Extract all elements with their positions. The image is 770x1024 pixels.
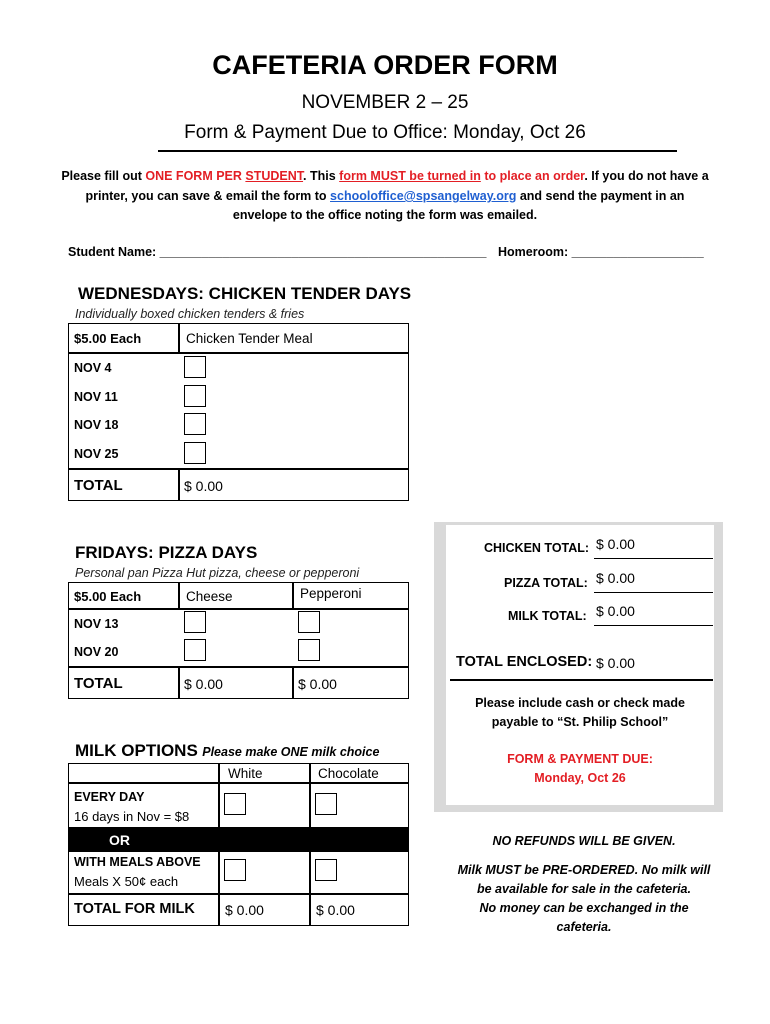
cheese-quantity-box[interactable] [184, 611, 206, 633]
total-enclosed-label: TOTAL ENCLOSED: [456, 654, 593, 670]
summary-due-line-1: FORM & PAYMENT DUE: [507, 752, 653, 766]
pizza-total-label: PIZZA TOTAL: [504, 576, 588, 590]
cheese-quantity-box[interactable] [184, 639, 206, 661]
student-name-field[interactable]: Student Name: _______________________________________________ [68, 245, 487, 259]
col-divider [292, 582, 294, 609]
pepperoni-column-header: Pepperoni [300, 586, 362, 601]
wednesday-table [68, 323, 409, 501]
col-divider [178, 323, 180, 353]
intro-line-2 [0, 189, 770, 203]
milk-white-total[interactable]: $ 0.00 [225, 902, 264, 918]
milk-total-summary-value[interactable]: $ 0.00 [596, 603, 635, 619]
col-divider [178, 468, 180, 501]
intro-line-3: envelope to the office noting the form was emailed. [232, 208, 538, 222]
payable-line-2: payable to “St. Philip School” [491, 715, 669, 729]
wednesday-total-value[interactable]: $ 0.00 [184, 478, 223, 494]
white-column-header: White [228, 766, 263, 781]
every-day-chocolate-box[interactable] [315, 793, 337, 815]
or-label: OR [109, 832, 130, 848]
total-enclosed-underline [450, 679, 713, 681]
milk-note-line-3: No money can be exchanged in the [479, 901, 689, 915]
pepperoni-total-value[interactable]: $ 0.00 [298, 676, 337, 692]
row-divider [68, 666, 409, 668]
col-divider [309, 763, 311, 827]
intro-line-1 [0, 169, 770, 183]
row-divider [68, 468, 409, 470]
chicken-total-value[interactable]: $ 0.00 [596, 536, 635, 552]
chicken-quantity-box[interactable] [184, 356, 206, 378]
milk-note-line-2: be available for sale in the cafeteria. [477, 882, 691, 896]
milk-total-label: TOTAL FOR MILK [74, 901, 195, 917]
chicken-total-underline [594, 558, 713, 559]
date-label: NOV 13 [74, 617, 119, 631]
col-divider [218, 852, 220, 926]
date-label: NOV 4 [74, 361, 112, 375]
pizza-total-value[interactable]: $ 0.00 [596, 570, 635, 586]
date-label: NOV 20 [74, 645, 119, 659]
wednesday-total-label: TOTAL [74, 477, 123, 494]
wednesday-item: Chicken Tender Meal [186, 331, 313, 346]
col-divider [292, 666, 294, 699]
every-day-sub: 16 days in Nov = $8 [74, 809, 190, 824]
col-divider [178, 582, 180, 609]
form-title: CAFETERIA ORDER FORM [212, 50, 558, 80]
milk-subtitle: Please make ONE milk choice [202, 745, 380, 759]
col-divider [178, 666, 180, 699]
date-label: NOV 11 [74, 390, 118, 404]
total-enclosed-value[interactable]: $ 0.00 [596, 655, 635, 671]
friday-subtitle: Personal pan Pizza Hut pizza, cheese or pepperoni [75, 566, 360, 580]
row-divider [68, 352, 409, 354]
cheese-column-header: Cheese [186, 589, 233, 604]
milk-heading [75, 741, 379, 761]
chicken-quantity-box[interactable] [184, 385, 206, 407]
every-day-label: EVERY DAY [74, 790, 145, 804]
friday-price: $5.00 Each [74, 589, 142, 604]
no-refunds-note: NO REFUNDS WILL BE GIVEN. [492, 834, 676, 848]
with-meals-label: WITH MEALS ABOVE [74, 855, 201, 869]
intro-emph-underlined: form MUST be turned in [339, 169, 481, 183]
cheese-total-value[interactable]: $ 0.00 [184, 676, 223, 692]
milk-total-summary-label: MILK TOTAL: [508, 609, 587, 623]
friday-title: FRIDAYS: PIZZA DAYS [75, 543, 258, 562]
row-divider [68, 782, 409, 784]
pepperoni-quantity-box[interactable] [298, 639, 320, 661]
milk-chocolate-total[interactable]: $ 0.00 [316, 902, 355, 918]
col-divider [309, 852, 311, 926]
header-underline [158, 150, 677, 152]
intro-emph: to place an order [480, 169, 585, 183]
payable-line-1: Please include cash or check made [475, 696, 685, 710]
homeroom-field[interactable]: Homeroom: ___________________ [498, 245, 704, 259]
chicken-total-label: CHICKEN TOTAL: [484, 541, 590, 555]
intro-emph: ONE FORM PER [145, 169, 246, 183]
chicken-quantity-box[interactable] [184, 442, 206, 464]
intro-text: . This [303, 169, 340, 183]
intro-emph-underlined: STUDENT [245, 169, 304, 183]
milk-title: MILK OPTIONS [75, 741, 198, 760]
row-divider [68, 608, 409, 610]
date-label: NOV 25 [74, 447, 119, 461]
intro-text: printer, you can save & email the form to [85, 189, 331, 203]
row-divider [68, 893, 409, 895]
pizza-total-underline [594, 592, 713, 593]
form-dates: NOVEMBER 2 – 25 [301, 92, 469, 113]
summary-due-line-2: Monday, Oct 26 [534, 771, 626, 785]
wednesday-subtitle: Individually boxed chicken tenders & fries [75, 307, 305, 321]
milk-note-line-4: cafeteria. [556, 920, 612, 934]
pepperoni-quantity-box[interactable] [298, 611, 320, 633]
intro-text: . If you do not have a [584, 169, 709, 183]
chicken-quantity-box[interactable] [184, 413, 206, 435]
date-label: NOV 18 [74, 418, 119, 432]
chocolate-column-header: Chocolate [318, 766, 379, 781]
with-meals-chocolate-box[interactable] [315, 859, 337, 881]
email-link[interactable]: schooloffice@spsangelway.org [330, 189, 517, 203]
friday-total-label: TOTAL [74, 675, 123, 692]
intro-text: and send the payment in an [516, 189, 685, 203]
wednesday-title: WEDNESDAYS: CHICKEN TENDER DAYS [78, 284, 412, 303]
intro-text: Please fill out [61, 169, 146, 183]
with-meals-white-box[interactable] [224, 859, 246, 881]
every-day-white-box[interactable] [224, 793, 246, 815]
col-divider [218, 763, 220, 827]
wednesday-price: $5.00 Each [74, 331, 142, 346]
milk-note-line-1: Milk MUST be PRE-ORDERED. No milk will [457, 863, 711, 877]
due-heading: Form & Payment Due to Office: Monday, Oct 26 [184, 122, 586, 143]
with-meals-sub: Meals X 50¢ each [74, 874, 179, 889]
milk-total-underline [594, 625, 713, 626]
